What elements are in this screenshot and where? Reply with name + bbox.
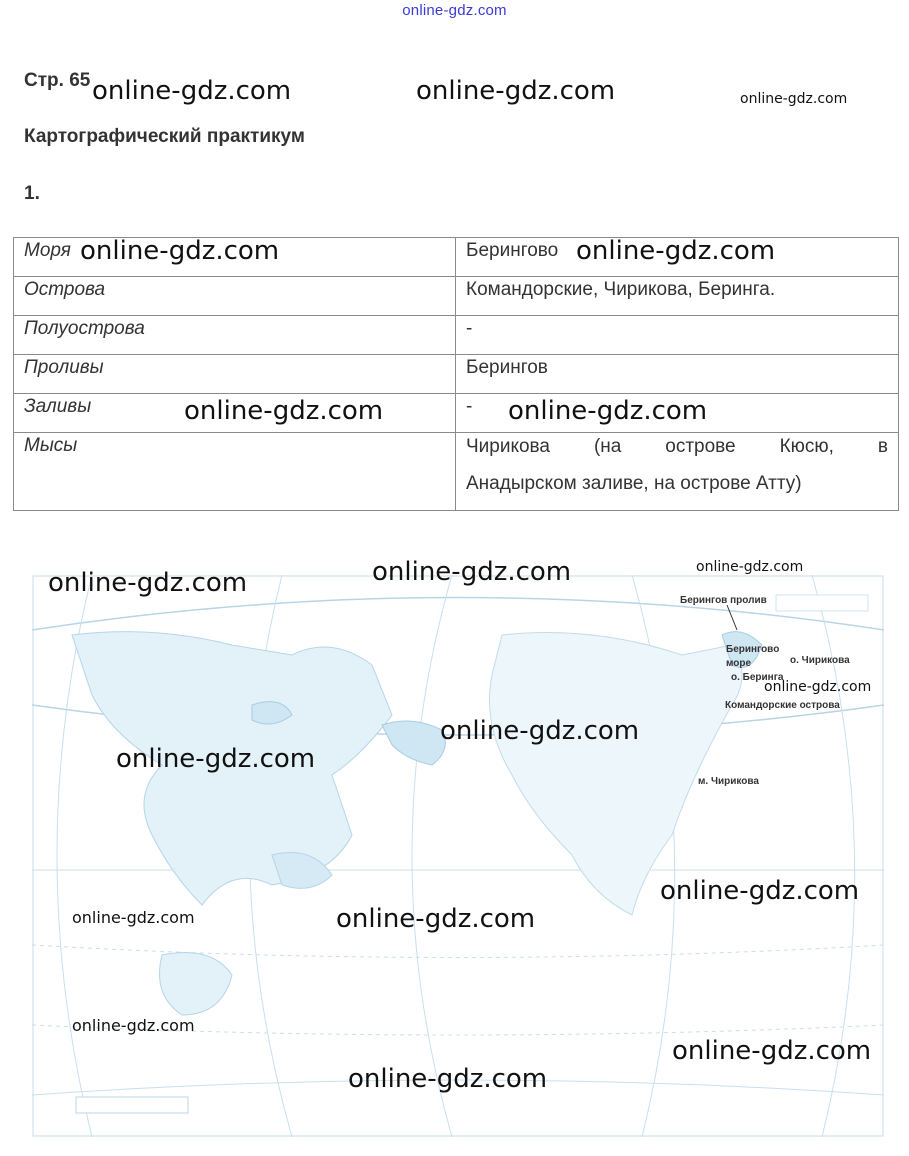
row-value-line-2: Анадырском заливе, на острове Атту): [466, 473, 802, 494]
row-value: -: [456, 316, 899, 355]
word: острове: [665, 436, 736, 457]
watermark: online-gdz.com: [508, 396, 708, 426]
watermark: online-gdz.com: [660, 876, 860, 906]
row-value: Командорские, Чирикова, Беринга.: [456, 277, 899, 316]
label-bering-sea-1: Берингово: [726, 644, 780, 655]
top-watermark: online-gdz.com: [402, 2, 507, 19]
row-category: Полуострова: [14, 316, 456, 355]
row-value: Берингово: [456, 238, 899, 277]
geography-table: [13, 237, 899, 511]
word: Чирикова: [466, 436, 550, 457]
task-number: 1.: [24, 183, 40, 204]
row-value: Берингов: [456, 355, 899, 394]
watermark: online-gdz.com: [116, 744, 316, 774]
label-chirikov-island: о. Чирикова: [790, 655, 850, 666]
page-number: Стр. 65: [24, 70, 91, 91]
watermark: online-gdz.com: [576, 236, 776, 266]
word: Кюсю,: [779, 436, 834, 457]
watermark: online-gdz.com: [740, 91, 848, 107]
watermark: online-gdz.com: [80, 236, 280, 266]
watermark: online-gdz.com: [336, 904, 536, 934]
label-bering-strait: Берингов пролив: [680, 595, 767, 606]
row-value: [456, 433, 899, 511]
watermark: online-gdz.com: [372, 557, 572, 587]
page-heading: Картографический практикум: [24, 126, 305, 147]
scale-box: [776, 595, 868, 611]
row-category: Моря: [14, 238, 456, 277]
watermark: online-gdz.com: [72, 1016, 195, 1035]
row-value-line-1: [466, 433, 888, 461]
label-bering-island: о. Беринга: [731, 672, 784, 683]
watermark: online-gdz.com: [348, 1064, 548, 1094]
row-category: Мысы: [14, 433, 456, 511]
word: в: [877, 436, 888, 457]
row-category: Проливы: [14, 355, 456, 394]
word: (на: [593, 436, 622, 457]
table-row: [14, 355, 899, 394]
table-row: [14, 277, 899, 316]
watermark: online-gdz.com: [72, 908, 195, 927]
label-commander-islands: Командорские острова: [725, 700, 840, 711]
table-row: [14, 394, 899, 433]
row-category: Заливы: [14, 394, 456, 433]
watermark: online-gdz.com: [48, 568, 248, 598]
watermark: online-gdz.com: [696, 559, 804, 575]
watermark: online-gdz.com: [764, 679, 872, 695]
watermark: online-gdz.com: [416, 76, 616, 106]
legend-box: [76, 1097, 188, 1113]
watermark: online-gdz.com: [440, 716, 640, 746]
watermark: online-gdz.com: [92, 76, 292, 106]
row-value: -: [456, 394, 899, 433]
table-row: [14, 316, 899, 355]
label-cape-chirikov: м. Чирикова: [698, 776, 759, 787]
watermark: online-gdz.com: [184, 396, 384, 426]
watermark: online-gdz.com: [672, 1036, 872, 1066]
label-bering-sea-2: море: [726, 658, 752, 669]
table-row: [14, 433, 899, 511]
row-category: Острова: [14, 277, 456, 316]
